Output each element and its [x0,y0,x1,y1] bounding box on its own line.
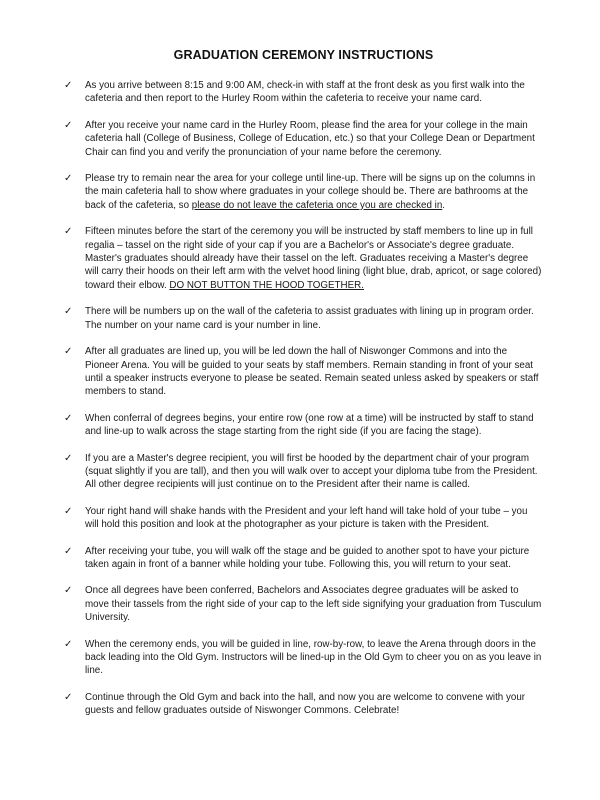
list-item-text [85,305,543,332]
list-item-text [85,172,543,212]
list-item-text [85,638,543,678]
list-item-text [85,691,543,718]
page-title: GRADUATION CEREMONY INSTRUCTIONS [173,48,434,62]
list-item [64,638,543,678]
text-segment: Continue through the Old Gym and back into the hall, and now you are welcome to convene with your guests and fellow graduates outside of Niswonger Commons. Celebrate! [85,691,526,717]
list-item [64,79,543,106]
checkmark-icon: ✓ [64,80,73,91]
list-item-text [85,345,543,399]
list-item [64,225,543,292]
list-item [64,345,543,399]
list-item [64,305,543,332]
list-item [64,691,543,718]
checkmark-icon: ✓ [64,545,73,557]
checkmark-icon: ✓ [64,505,73,517]
text-segment: After all graduates are lined up, you will be led down the hall of Niswonger Commons and into the Pioneer Arena. You will be guided to your seats by staff members. Remain standing in front of your seat until a speaker instructs everyone to please be seated. Remain seated unless asked by speakers or staff members to stand. [85,346,539,398]
text-segment: If you are a Master's degree recipient, you will first be hooded by the department chair of your program (squat slightly if you are tall), and then you will walk over to accept your diploma tube from the President. All other degree recipients will just continue on to the President after their name is called. [85,452,538,491]
checkmark-icon: ✓ [64,452,73,464]
text-segment: After receiving your tube, you will walk off the stage and be guided to another spot to have your picture taken again in front of a banner while holding your tube. Following this, you will return to your seat. [85,545,530,570]
list-item-text [85,412,543,439]
checkmark-icon: ✓ [64,585,73,597]
text-segment: As you arrive between 8:15 and 9:00 AM, check-in with staff at the front desk as you first walk into the cafeteria and then report to the Hurley Room within the cafeteria to receive your name card. [85,80,525,105]
list-item-text [85,505,543,532]
list-item-text [85,452,543,492]
list-item [64,412,543,439]
text-segment: Fifteen minutes before the start of the ceremony you will be instructed by staff members to line up in full regalia – tassel on the right side of your cap if you are a Bachelor's or Associate's degree graduate. Master's graduates should already have their tassel on the left. Graduates receiving a Master's degree will carry their hoods on their left arm with the velvet hood lining (light blue, drab, apricot, or sage colored) toward their elbow. [85,226,542,291]
text-segment: After you receive your name card in the Hurley Room, please find the area for your college in the main cafeteria hall (College of Business, College of Education, etc.) so that your College Dean or Department Chair can find you and verify the pronunciation of your name before the ceremony. [85,119,535,158]
text-segment: When the ceremony ends, you will be guided in line, row-by-row, to leave the Arena through doors in the back leading into the Old Gym. Instructors will be lined-up in the Old Gym to cheer you on as you leave in line. [85,638,542,677]
text-segment: . [442,199,446,211]
checkmark-icon: ✓ [64,412,73,424]
list-item [64,119,543,159]
checkmark-icon: ✓ [64,119,73,131]
text-segment: Please try to remain near the area for your college until line-up. There will be signs up on the columns in the main cafeteria hall to show where graduates in your college should be. There are bathrooms at the back of the cafeteria, so [85,173,536,211]
list-item [64,545,543,572]
list-item [64,172,543,212]
checkmark-icon: ✓ [64,346,73,358]
underlined-text-segment: please do not leave the cafeteria once you are checked in [191,199,443,211]
text-segment: Your right hand will shake hands with the President and your left hand will take hold of your tube – you will hold this position and look at the photographer as your picture is taken with the President. [85,505,528,531]
list-item-text [85,119,543,159]
list-item-text [85,584,543,624]
list-item [64,452,543,492]
checkmark-icon: ✓ [64,306,73,318]
list-item [64,584,543,624]
underlined-text-segment: DO NOT BUTTON THE HOOD TOGETHER. [169,279,364,291]
checkmark-icon: ✓ [64,173,73,185]
checkmark-icon: ✓ [64,638,73,650]
text-segment: There will be numbers up on the wall of the cafeteria to assist graduates with lining up in program order. The number on your name card is your number in line. [85,306,534,331]
checkmark-icon: ✓ [64,691,73,703]
list-item-text [85,545,543,572]
list-item-text [85,79,543,106]
text-segment: Once all degrees have been conferred, Bachelors and Associates degree graduates will be asked to move their tassels from the right side of your cap to the left side signifying your graduation from Tusculum University. [85,585,542,624]
text-segment: When conferral of degrees begins, your entire row (one row at a time) will be instructed by staff to stand and line-up to walk across the stage starting from the right side (if you are facing the stage). [85,412,534,438]
list-item-text [85,225,543,292]
checkmark-icon: ✓ [64,226,73,238]
list-item [64,505,543,532]
instruction-list [64,79,543,718]
